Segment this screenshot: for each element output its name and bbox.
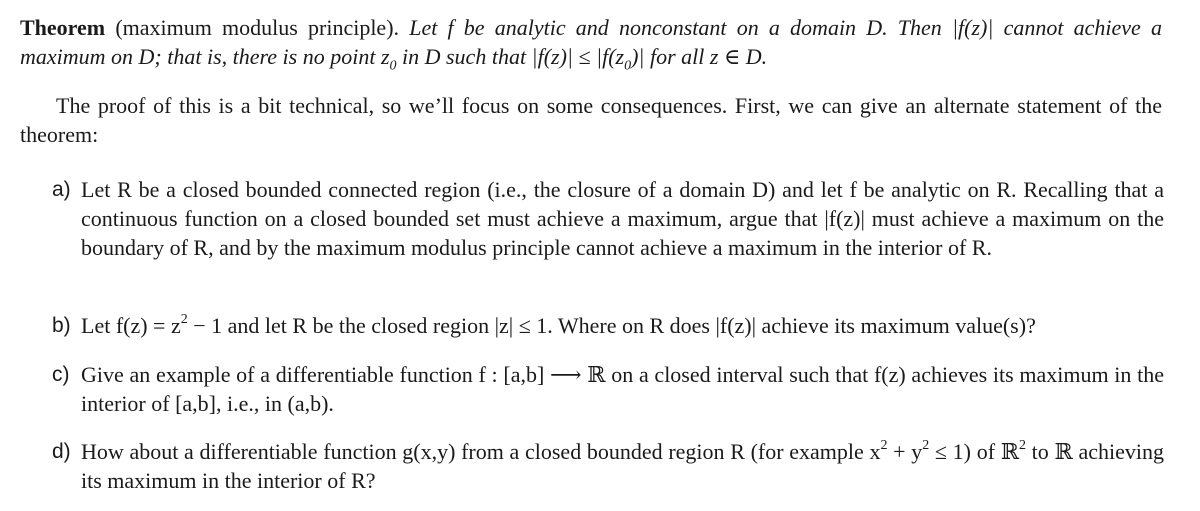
intro-paragraph: The proof of this is a bit technical, so we’ll focus on some consequences. First, we can give an alternate statement of the theorem:: [20, 93, 1162, 147]
exercise-item-d: [52, 437, 1164, 495]
item-text-part: − 1 and let R be the closed region |z| ≤ 1. Where on R does |f(z)| achieve its maximum value(s)?: [187, 313, 1036, 338]
theorem-body-part-1: Let f be analytic and nonconstant on a domain D. Then |f(z)| cannot achieve a maximum on D; that is, there is no point z: [20, 15, 1162, 69]
item-text: Let R be a closed bounded connected region (i.e., the closure of a domain D) and let f be analytic on R. Recalling that a continuous function on a closed bounded set must achieve a maximum, argue that |f(z)| must achieve a maximum on the boundary of R, and by the maximum modulus principle cannot achieve a maximum in the interior of R.: [81, 177, 1164, 260]
item-label: d): [52, 440, 71, 463]
item-text: [81, 311, 1164, 340]
item-label: a): [52, 178, 71, 201]
theorem-title: (maximum modulus principle).: [105, 15, 400, 40]
superscript: 2: [1019, 437, 1026, 453]
superscript: 2: [180, 311, 188, 327]
item-text-part: to ℝ achieving its maximum in the interior of R?: [81, 439, 1164, 493]
exercise-item-c: [52, 360, 1164, 418]
theorem-subscript: 0: [624, 58, 632, 74]
theorem-body-part-2: in D such that |f(z)| ≤ |f(z: [396, 44, 625, 69]
item-text-part: Let f(z) = z: [81, 313, 181, 338]
theorem-label: Theorem: [20, 15, 106, 40]
item-text-part: ≤ 1) of ℝ: [929, 439, 1019, 464]
item-text: Give an example of a differentiable function f : [a,b] ⟶ ℝ on a closed interval such that f(z) achieves its maximum in the interior of [a,b], i.e., in (a,b).: [81, 362, 1164, 416]
exercise-item-b: [52, 311, 1164, 340]
theorem-subscript: 0: [389, 58, 397, 74]
item-text-part: + y: [887, 439, 923, 464]
theorem-statement: [20, 13, 1162, 74]
item-label: c): [52, 363, 70, 386]
superscript: 2: [922, 437, 930, 453]
item-label: b): [52, 314, 71, 337]
item-text: [81, 437, 1164, 495]
theorem-body-part-3: )| for all z ∈ D.: [631, 44, 768, 69]
exercise-item-a: [52, 175, 1164, 262]
superscript: 2: [880, 437, 888, 453]
item-text-part: How about a differentiable function g(x,y) from a closed bounded region R (for example x: [81, 439, 881, 464]
